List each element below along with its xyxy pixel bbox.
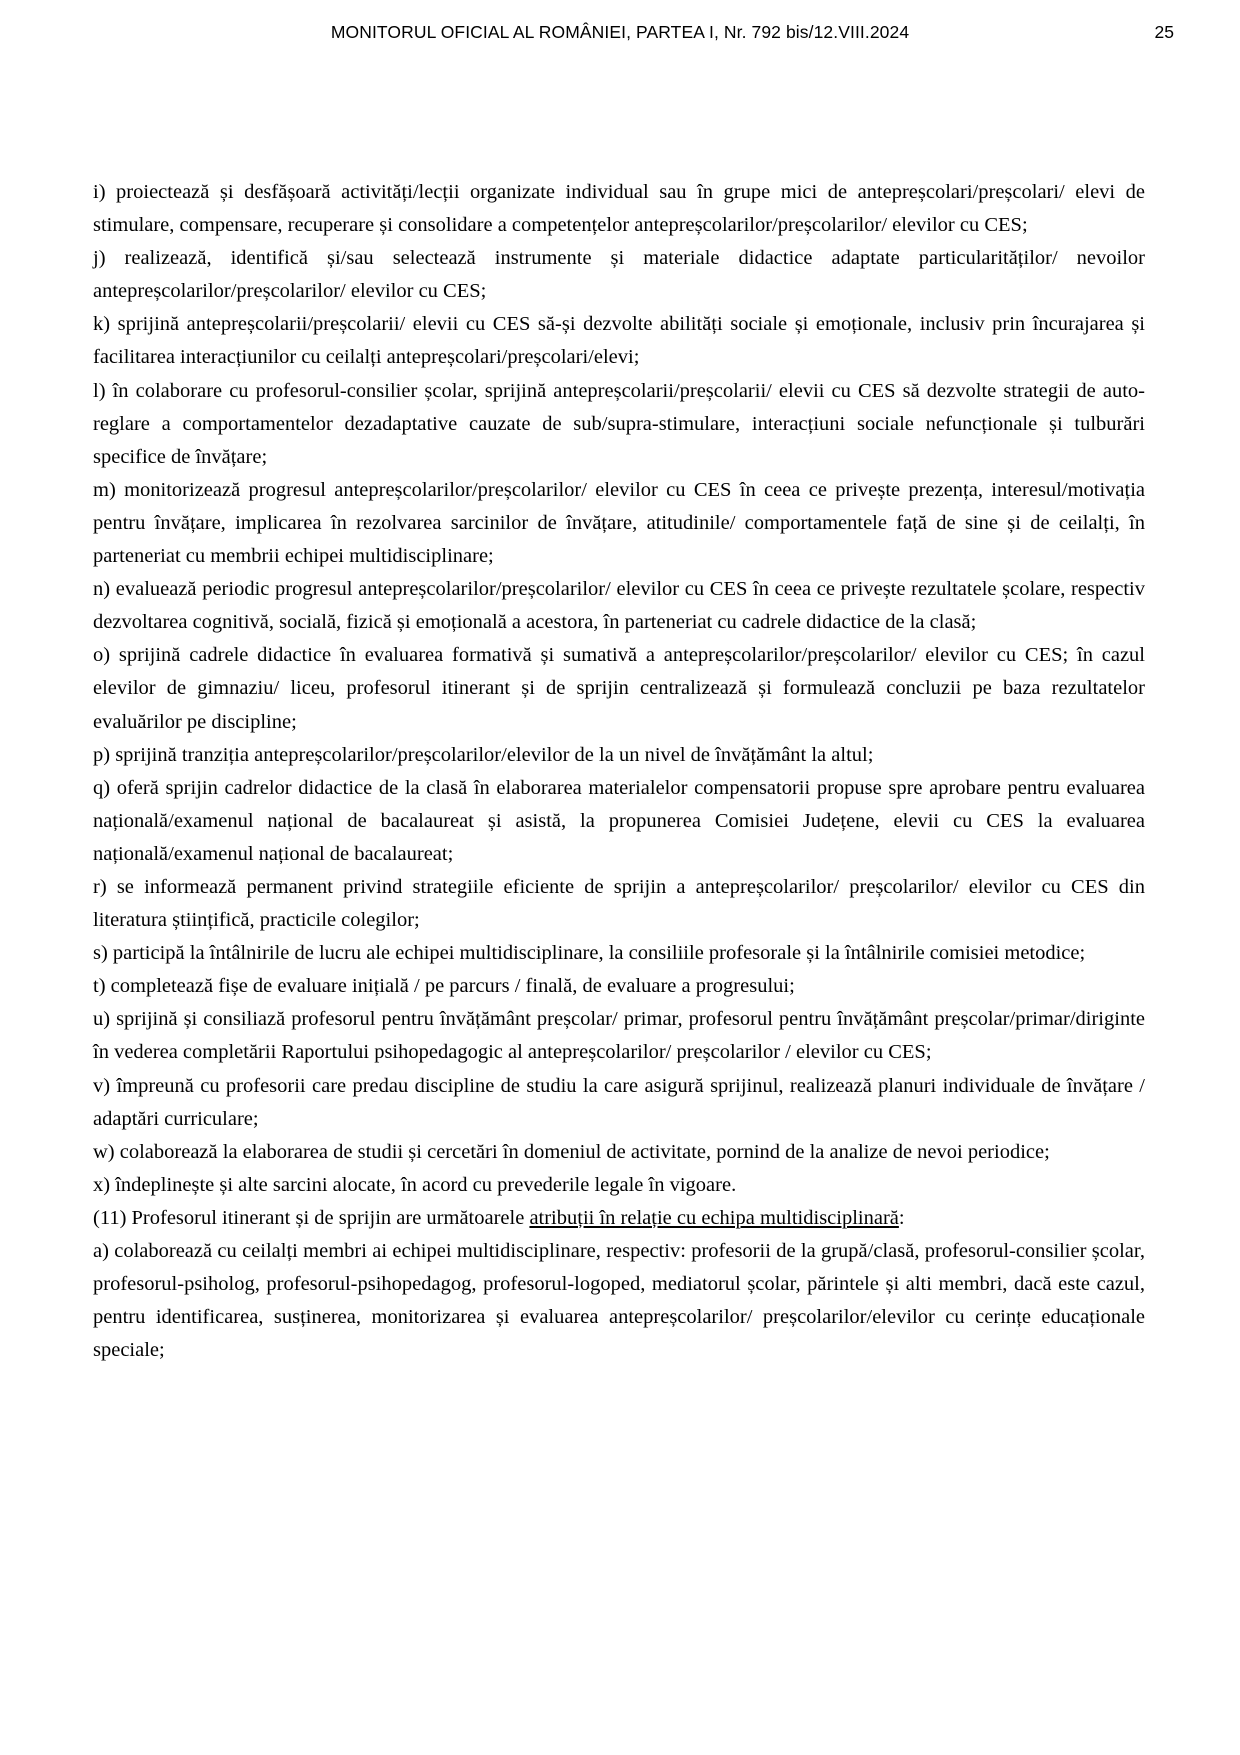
- section-11-heading: [93, 1202, 1145, 1235]
- paragraph-v: v) împreună cu profesorii care predau discipline de studiu la care asigură sprijinul, realizează planuri individuale de învățare / adaptări curriculare;: [93, 1074, 1145, 1130]
- paragraph-w: w) colaborează la elaborarea de studii și cercetări în domeniul de activitate, pornind de la analize de nevoi periodice;: [93, 1140, 1050, 1163]
- paragraph-t: t) completează fișe de evaluare inițială / pe parcurs / finală, de evaluare a progresului;: [93, 975, 795, 998]
- page-header: [0, 22, 1240, 52]
- section-11-underlined-phrase: atribuții în relație cu echipa multidisciplinară: [529, 1206, 899, 1229]
- document-body: [93, 176, 1145, 1367]
- paragraph-j: j) realizează, identifică și/sau selectează instrumente și materiale didactice adaptate particularităților/ nevoilor antepreșcolarilor/preșcolarilor/ elevilor cu CES;: [93, 247, 1145, 303]
- paragraph-x: x) îndeplinește și alte sarcini alocate, în acord cu prevederile legale în vigoare.: [93, 1173, 737, 1196]
- section-11-colon: :: [898, 1206, 905, 1229]
- publication-title: MONITORUL OFICIAL AL ROMÂNIEI, PARTEA I, Nr. 792 bis/12.VIII.2024: [330, 22, 910, 42]
- paragraph-k: k) sprijină antepreșcolarii/preșcolarii/ elevii cu CES să-și dezvolte abilități sociale și emoționale, inclusiv prin încurajarea și facilitarea interacțiunilor cu ceilalți antepreșcolari/preșcolari/elevi;: [93, 313, 1145, 369]
- paragraph-i: i) proiectează și desfășoară activități/lecții organizate individual sau în grupe mici de antepreșcolari/preșcolari/ elevi de stimulare, compensare, recuperare și consolidare a competențelor antepreșcolarilor/preșcolarilor/ elevilor cu CES;: [93, 181, 1145, 237]
- paragraph-n: n) evaluează periodic progresul antepreșcolarilor/preșcolarilor/ elevilor cu CES în ceea ce privește rezultatele școlare, respectiv dezvoltarea cognitivă, socială, fizică și emoțională a acestora, în parteneriat cu cadrele didactice de la clasă;: [93, 578, 1145, 634]
- page-number: 25: [1154, 22, 1174, 42]
- paragraph-p: p) sprijină tranziția antepreșcolarilor/preșcolarilor/elevilor de la un nivel de învățământ la altul;: [93, 743, 874, 766]
- paragraph-11-a: a) colaborează cu ceilalți membri ai echipei multidisciplinare, respectiv: profesorii de la grupă/clasă, profesorul-consilier școlar, profesorul-psiholog, profesorul-psihopedagog, profesorul-logoped, mediatorul școlar, părintele și alti membri, dacă este cazul, pentru identificarea, susținerea, monitorizarea și evaluarea antepreșcolarilor/ preșcolarilor/elevilor cu cerințe educaționale speciale;: [93, 1240, 1145, 1362]
- section-11-intro: (11) Profesorul itinerant și de sprijin are următoarele: [93, 1206, 530, 1229]
- paragraph-o: o) sprijină cadrele didactice în evaluarea formativă și sumativă a antepreșcolarilor/preșcolarilor/ elevilor cu CES; în cazul elevilor de gimnaziu/ liceu, profesorul itinerant și de sprijin centralizează și formulează concluzii pe baza rezultatelor evaluărilor pe discipline;: [93, 644, 1145, 733]
- paragraph-r: r) se informează permanent privind strategiile eficiente de sprijin a antepreșcolarilor/ preșcolarilor/ elevilor cu CES din literatura științifică, practicile colegilor;: [93, 875, 1145, 932]
- paragraph-s: s) participă la întâlnirile de lucru ale echipei multidisciplinare, la consiliile profesorale și la întâlnirile comisiei metodice;: [93, 942, 1086, 965]
- paragraph-u: u) sprijină și consiliază profesorul pentru învățământ preșcolar/ primar, profesorul pentru învățământ preșcolar/primar/diriginte în vederea completării Raportului psihopedagogic al antepreșcolarilor/ preșcolarilor / elevilor cu CES;: [93, 1008, 1145, 1064]
- paragraph-m: m) monitorizează progresul antepreșcolarilor/preșcolarilor/ elevilor cu CES în ceea ce privește prezența, interesul/motivația pentru învățare, implicarea în rezolvarea sarcinilor de învățare, atitudinile/ comportamentele față de sine și de ceilalți, în parteneriat cu membrii echipei multidisciplinare;: [93, 478, 1145, 568]
- paragraph-q: q) oferă sprijin cadrelor didactice de la clasă în elaborarea materialelor compensatorii propuse spre aprobare pentru evaluarea națională/examenul național de bacalaureat și asistă, la propunerea Comisiei Județene, elevii cu CES la evaluarea națională/examenul național de bacalaureat;: [93, 776, 1145, 865]
- paragraph-l: l) în colaborare cu profesorul-consilier școlar, sprijină antepreșcolarii/preșcolarii/ elevii cu CES să dezvolte strategii de auto-reglare a comportamentelor dezadaptative cauzate de sub/supra-stimulare, interacțiuni sociale nefuncționale și tulburări specifice de învățare;: [93, 379, 1145, 468]
